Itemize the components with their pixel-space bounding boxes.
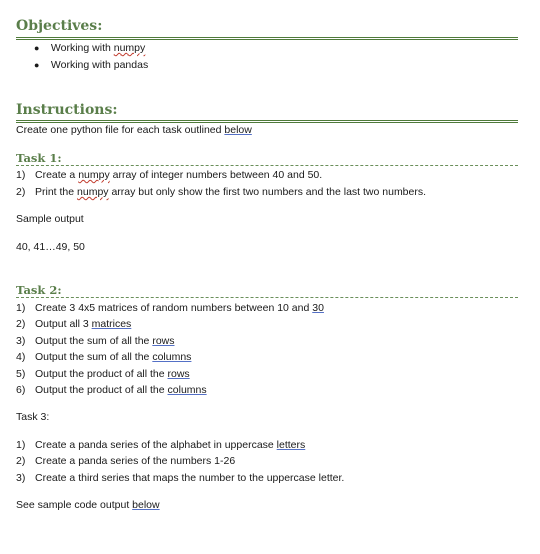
task3-footer: See sample code output below (16, 499, 160, 511)
task1-rule (16, 165, 518, 166)
task1-step: 2) Print the numpy array but only show the first two numbers and the last two numbers. (16, 186, 427, 198)
instructions-heading: Instructions: (16, 102, 118, 118)
task3-step: 1) Create a panda series of the alphabet in uppercase letters (16, 439, 306, 451)
task2-step: 5) Output the product of all the rows (16, 368, 190, 380)
objective-text: Working with pandas (50, 59, 149, 71)
bullet-icon: ● (34, 60, 40, 70)
bullet-icon: ● (34, 43, 40, 53)
task2-step: 2) Output all 3 matrices (16, 318, 132, 330)
objective-item (16, 59, 148, 72)
objective-text: Working with numpy (50, 42, 146, 54)
task1-step: 1) Create a numpy array of integer numbers between 40 and 50. (16, 169, 323, 181)
instructions-rule (16, 120, 518, 123)
task2-step: 1) Create 3 4x5 matrices of random numbers between 10 and 30 (16, 302, 324, 314)
objectives-rule (16, 37, 518, 40)
sample-output-label: Sample output (16, 213, 84, 225)
objectives-heading: Objectives: (16, 18, 103, 34)
instructions-intro: Create one python file for each task outlined below (16, 124, 252, 136)
objective-item (16, 42, 145, 55)
task3-heading: Task 3: (16, 411, 50, 423)
task2-rule (16, 297, 518, 298)
task2-step: 6) Output the product of all the columns (16, 384, 207, 396)
task3-step: 3) Create a third series that maps the number to the uppercase letter. (16, 472, 345, 484)
task1-heading: Task 1: (16, 151, 62, 165)
task2-step: 4) Output the sum of all the columns (16, 351, 192, 363)
task3-step: 2) Create a panda series of the numbers 1-26 (16, 455, 236, 467)
task2-step: 3) Output the sum of all the rows (16, 335, 175, 347)
sample-output-value: 40, 41…49, 50 (16, 241, 85, 253)
task2-heading: Task 2: (16, 283, 62, 297)
